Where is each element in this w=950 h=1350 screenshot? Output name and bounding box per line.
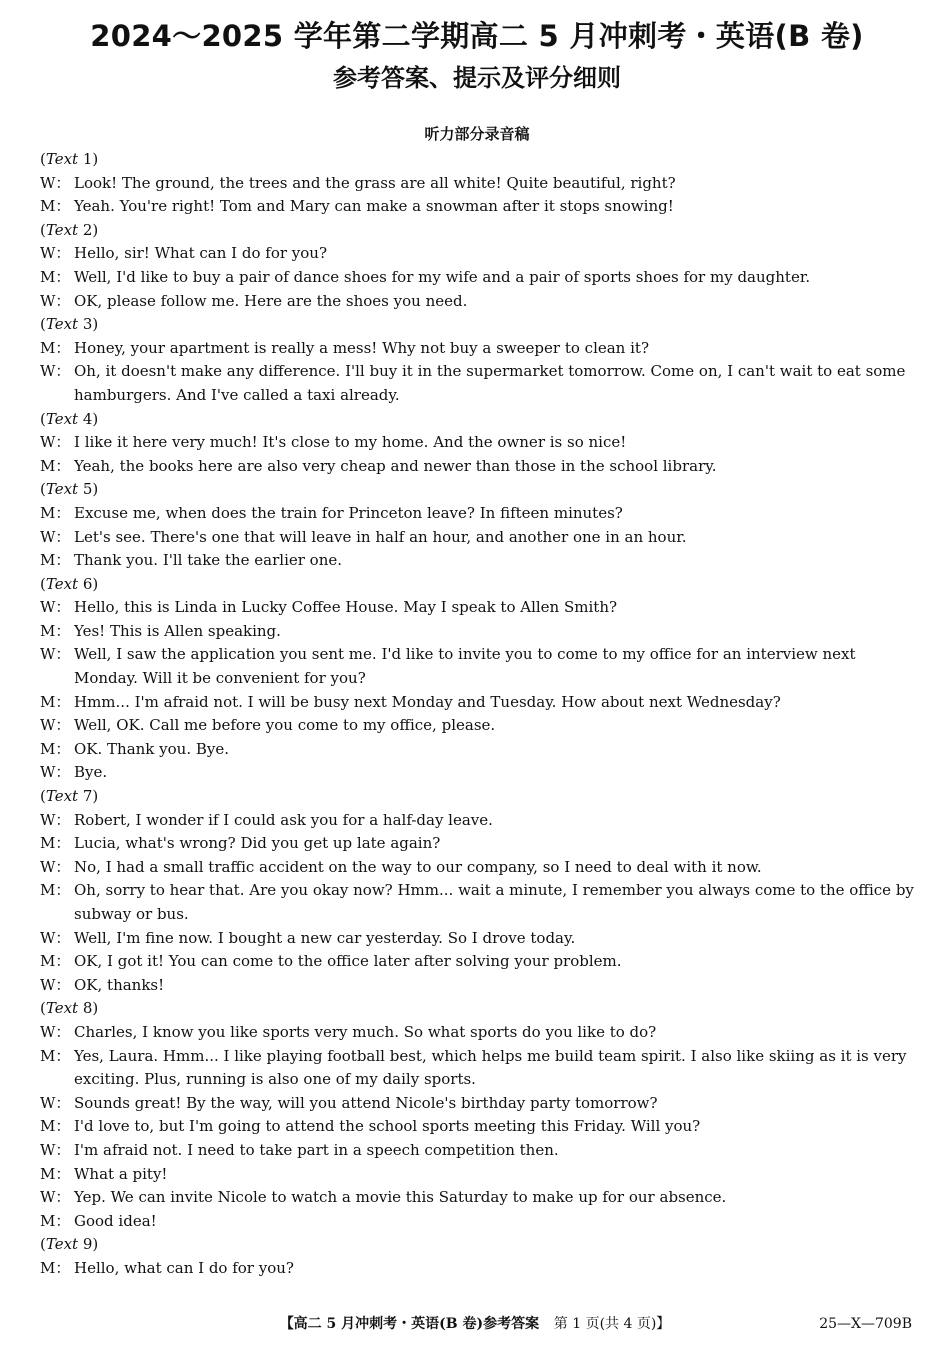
speaker-label: M： bbox=[40, 503, 71, 522]
footer-exam-name: 【高二 5 月冲刺考・英语(B 卷)参考答案 bbox=[279, 1316, 540, 1332]
dialogue-text: Robert, I wonder if I could ask you for a half-day leave. bbox=[74, 810, 493, 829]
speaker-label: M： bbox=[40, 834, 71, 853]
dialogue-line bbox=[40, 643, 914, 690]
speaker-label: M： bbox=[40, 338, 71, 357]
dialogue-line bbox=[40, 620, 914, 644]
dialogue-line bbox=[40, 1139, 914, 1163]
speaker-label: W： bbox=[40, 1022, 71, 1041]
text-label: (Text 9) bbox=[40, 1235, 99, 1254]
text-label-word: Text bbox=[45, 1235, 79, 1254]
text-label: (Text 4) bbox=[40, 409, 99, 428]
speaker-label: M： bbox=[40, 551, 71, 570]
dialogue-text: Thank you. I'll take the earlier one. bbox=[74, 551, 343, 570]
dialogue-text: Honey, your apartment is really a mess! Why not buy a sweeper to clean it? bbox=[74, 338, 649, 357]
dialogue-text: What a pity! bbox=[74, 1164, 168, 1183]
text-label-word: Text bbox=[45, 574, 79, 593]
listening-transcript bbox=[40, 148, 914, 1281]
dialogue-text: Hmm... I'm afraid not. I will be busy next Monday and Tuesday. How about next Wednesday? bbox=[74, 692, 781, 711]
speaker-label: M： bbox=[40, 1117, 71, 1136]
dialogue-text: Yep. We can invite Nicole to watch a movie this Saturday to make up for our absence. bbox=[74, 1188, 727, 1207]
dialogue-text: Look! The ground, the trees and the grass are all white! Quite beautiful, right? bbox=[74, 173, 676, 192]
text-label: (Text 5) bbox=[40, 480, 99, 499]
speaker-label: W： bbox=[40, 1093, 71, 1112]
text-label: (Text 2) bbox=[40, 220, 99, 239]
dialogue-line bbox=[40, 1186, 914, 1210]
text-label-number: 4) bbox=[82, 409, 99, 428]
footer-page-number: 第 1 页(共 4 页)】 bbox=[553, 1316, 671, 1332]
dialogue-text: Yes! This is Allen speaking. bbox=[74, 621, 281, 640]
dialogue-line bbox=[40, 1210, 914, 1234]
dialogue-text: I'd love to, but I'm going to attend the school sports meeting this Friday. Will you? bbox=[74, 1117, 701, 1136]
text-label: (Text 8) bbox=[40, 999, 99, 1018]
dialogue-line bbox=[40, 290, 914, 314]
speaker-label: W： bbox=[40, 433, 71, 452]
text-label-number: 9) bbox=[82, 1235, 99, 1254]
dialogue-line bbox=[40, 1092, 914, 1116]
speaker-label: W： bbox=[40, 527, 71, 546]
speaker-label: M： bbox=[40, 1164, 71, 1183]
dialogue-line bbox=[40, 832, 914, 856]
dialogue-text: Yeah. You're right! Tom and Mary can make a snowman after it stops snowing! bbox=[74, 197, 674, 216]
text-label-number: 2) bbox=[82, 220, 99, 239]
text-label-number: 7) bbox=[82, 787, 99, 806]
speaker-label: M： bbox=[40, 197, 71, 216]
dialogue-line bbox=[40, 455, 914, 479]
speaker-label: W： bbox=[40, 1188, 71, 1207]
text-label-number: 5) bbox=[82, 480, 99, 499]
text-label-word: Text bbox=[45, 787, 79, 806]
dialogue-line bbox=[40, 195, 914, 219]
page-subtitle: 参考答案、提示及评分细则 bbox=[333, 64, 621, 92]
speaker-label: W： bbox=[40, 645, 71, 664]
speaker-label: W： bbox=[40, 244, 71, 263]
dialogue-line bbox=[40, 266, 914, 290]
footer-title bbox=[0, 1312, 950, 1336]
dialogue-line bbox=[40, 1021, 914, 1045]
dialogue-text: OK, please follow me. Here are the shoes you need. bbox=[74, 291, 468, 310]
dialogue-text: OK, I got it! You can come to the office later after solving your problem. bbox=[74, 952, 622, 971]
dialogue-text: Let's see. There's one that will leave in half an hour, and another one in an hour. bbox=[74, 527, 687, 546]
page-title: 2024～2025 学年第二学期高二 5 月冲刺考・英语(B 卷) bbox=[90, 19, 864, 53]
speaker-label: M： bbox=[40, 1046, 71, 1065]
dialogue-text: I like it here very much! It's close to my home. And the owner is so nice! bbox=[74, 433, 627, 452]
dialogue-text: Yes, Laura. Hmm... I like playing football best, which helps me build team spirit. I also like skiing as it is very exciting. Plus, running is also one of my daily sports. bbox=[74, 1046, 907, 1089]
speaker-label: W： bbox=[40, 1140, 71, 1159]
dialogue-text: Oh, it doesn't make any difference. I'll buy it in the supermarket tomorrow. Come on, I can't wait to eat some hamburgers. And I've called a taxi already. bbox=[74, 362, 906, 404]
footer-exam-code: 25—X—709B bbox=[819, 1316, 912, 1332]
speaker-label: M： bbox=[40, 1258, 71, 1277]
dialogue-line bbox=[40, 856, 914, 880]
text-label: (Text 6) bbox=[40, 574, 99, 593]
dialogue-line bbox=[40, 691, 914, 715]
speaker-label: M： bbox=[40, 267, 71, 286]
speaker-label: M： bbox=[40, 952, 71, 971]
dialogue-line bbox=[40, 526, 914, 550]
dialogue-line bbox=[40, 1257, 914, 1281]
dialogue-line bbox=[40, 431, 914, 455]
dialogue-line bbox=[40, 549, 914, 573]
dialogue-line bbox=[40, 738, 914, 762]
speaker-label: W： bbox=[40, 810, 71, 829]
dialogue-text: I'm afraid not. I need to take part in a speech competition then. bbox=[74, 1140, 559, 1159]
speaker-label: W： bbox=[40, 763, 71, 782]
dialogue-text: Hello, this is Linda in Lucky Coffee House. May I speak to Allen Smith? bbox=[74, 598, 618, 617]
speaker-label: W： bbox=[40, 975, 71, 994]
speaker-label: M： bbox=[40, 692, 71, 711]
text-label-word: Text bbox=[45, 315, 79, 334]
page-footer bbox=[0, 1312, 950, 1336]
dialogue-line bbox=[40, 1163, 914, 1187]
dialogue-text: Hello, what can I do for you? bbox=[74, 1258, 294, 1277]
text-label-word: Text bbox=[45, 409, 79, 428]
text-label-word: Text bbox=[45, 150, 79, 168]
dialogue-text: Well, I saw the application you sent me. I'd like to invite you to come to my office for an interview next Monday. Will it be convenient for you? bbox=[74, 645, 856, 688]
dialogue-line bbox=[40, 242, 914, 266]
dialogue-line bbox=[40, 337, 914, 361]
dialogue-line bbox=[40, 1045, 914, 1092]
text-label-number: 3) bbox=[82, 315, 99, 334]
speaker-label: M： bbox=[40, 881, 71, 900]
speaker-label: M： bbox=[40, 1211, 71, 1230]
dialogue-line bbox=[40, 172, 914, 196]
dialogue-text: OK. Thank you. Bye. bbox=[74, 739, 230, 758]
dialogue-line bbox=[40, 596, 914, 620]
dialogue-text: OK, thanks! bbox=[74, 975, 165, 994]
dialogue-text: Excuse me, when does the train for Princeton leave? In fifteen minutes? bbox=[74, 503, 623, 522]
speaker-label: W： bbox=[40, 928, 71, 947]
dialogue-text: Good idea! bbox=[74, 1211, 157, 1230]
dialogue-line bbox=[40, 809, 914, 833]
speaker-label: W： bbox=[40, 291, 71, 310]
dialogue-line bbox=[40, 879, 914, 926]
text-label-word: Text bbox=[45, 220, 79, 239]
text-label: (Text 7) bbox=[40, 787, 99, 806]
dialogue-text: Well, I'd like to buy a pair of dance shoes for my wife and a pair of sports shoes for my daughter. bbox=[74, 267, 811, 286]
dialogue-line bbox=[40, 950, 914, 974]
dialogue-text: Sounds great! By the way, will you attend Nicole's birthday party tomorrow? bbox=[74, 1093, 658, 1112]
speaker-label: W： bbox=[40, 716, 71, 735]
dialogue-line bbox=[40, 360, 914, 407]
dialogue-text: Lucia, what's wrong? Did you get up late again? bbox=[74, 834, 441, 853]
dialogue-text: Well, OK. Call me before you come to my office, please. bbox=[74, 716, 496, 735]
speaker-label: W： bbox=[40, 598, 71, 617]
speaker-label: W： bbox=[40, 173, 71, 192]
dialogue-text: Charles, I know you like sports very much. So what sports do you like to do? bbox=[74, 1022, 657, 1041]
speaker-label: W： bbox=[40, 362, 71, 381]
text-label-word: Text bbox=[45, 480, 79, 499]
speaker-label: M： bbox=[40, 456, 71, 475]
speaker-label: M： bbox=[40, 621, 71, 640]
text-label-number: 1) bbox=[82, 150, 99, 168]
text-label: (Text 3) bbox=[40, 315, 99, 334]
text-label-number: 8) bbox=[82, 999, 99, 1018]
text-label-word: Text bbox=[45, 999, 79, 1018]
dialogue-line bbox=[40, 927, 914, 951]
dialogue-text: Well, I'm fine now. I bought a new car yesterday. So I drove today. bbox=[74, 928, 576, 947]
speaker-label: W： bbox=[40, 857, 71, 876]
dialogue-text: No, I had a small traffic accident on the way to our company, so I need to deal with it now. bbox=[74, 857, 762, 876]
dialogue-line bbox=[40, 502, 914, 526]
dialogue-line bbox=[40, 761, 914, 785]
section-heading: 听力部分录音稿 bbox=[424, 125, 530, 143]
dialogue-line bbox=[40, 974, 914, 998]
dialogue-text: Oh, sorry to hear that. Are you okay now? Hmm... wait a minute, I remember you always come to the office by subway or bus. bbox=[74, 881, 914, 923]
text-label-number: 6) bbox=[82, 574, 99, 593]
dialogue-text: Bye. bbox=[74, 763, 108, 782]
text-label: (Text 1) bbox=[40, 150, 99, 168]
dialogue-text: Yeah, the books here are also very cheap and newer than those in the school library. bbox=[74, 456, 717, 475]
dialogue-line bbox=[40, 1115, 914, 1139]
dialogue-text: Hello, sir! What can I do for you? bbox=[74, 244, 327, 263]
dialogue-line bbox=[40, 714, 914, 738]
speaker-label: M： bbox=[40, 739, 71, 758]
